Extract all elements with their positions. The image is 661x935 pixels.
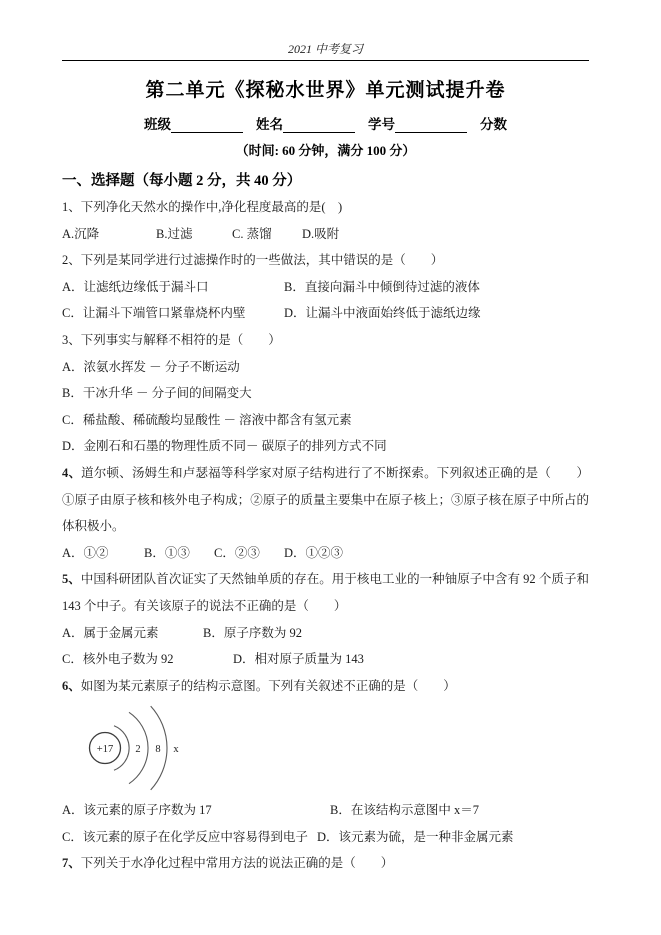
question-6 (62, 673, 589, 851)
question-number: 7、 (62, 856, 81, 871)
question-stem-text: 下列关于水净化过程中常用方法的说法正确的是（ ） (80, 856, 394, 871)
question-1 (62, 194, 589, 247)
options-row (62, 620, 589, 647)
options-row (62, 540, 589, 567)
options-row (62, 221, 589, 248)
question-4 (62, 460, 589, 566)
exam-title: 第二单元《探秘水世界》单元测试提升卷 (145, 80, 506, 101)
option-b: B．在该结构示意图中 x＝7 (330, 803, 479, 818)
option-b: B．干冰升华 － 分子间的间隔变大 (62, 386, 252, 401)
options-row (62, 300, 589, 327)
name-label: 姓名 (256, 117, 283, 132)
question-number: 4、 (62, 465, 82, 480)
shell-electron-count-2: 8 (155, 744, 161, 756)
option-d: D．相对原子质量为 143 (233, 652, 364, 667)
options-row (62, 797, 589, 824)
student-id-blank-line (395, 117, 467, 133)
option-a: A．浓氨水挥发 － 分子不断运动 (62, 359, 240, 374)
question-stem (62, 460, 589, 540)
nucleus-charge-label: +17 (96, 744, 114, 756)
option-a: A.沉降 (62, 226, 100, 241)
options-row (62, 433, 589, 460)
question-number: 1、 (62, 200, 81, 214)
options-row (62, 824, 589, 851)
option-d: D．金刚石和石墨的物理性质不同－ 碳原子的排列方式不同 (62, 439, 387, 454)
options-row (62, 354, 589, 381)
question-number: 3、 (62, 332, 81, 347)
option-c: C．该元素的原子在化学反应中容易得到电子 (62, 829, 308, 844)
class-field (144, 113, 243, 133)
option-c: C．②③ (214, 545, 260, 560)
shell-electron-count-3: x (173, 744, 179, 756)
time-note: （时间: 60 分钟，满分 100 分） (235, 143, 416, 158)
option-b: B.过滤 (156, 226, 193, 241)
atomic-structure-diagram (74, 702, 589, 794)
question-stem-text: 下列是某同学进行过滤操作时的一些做法，其中错误的是（ ） (80, 253, 444, 268)
options-row (62, 274, 589, 301)
section-heading: 一、选择题（每小题 2 分，共 40 分） (62, 173, 302, 189)
question-stem (62, 194, 589, 221)
student-id-label: 学号 (368, 117, 395, 132)
question-stem (62, 566, 589, 619)
name-field (256, 113, 355, 133)
shell-electron-count-1: 2 (135, 744, 141, 756)
electron-shell-arc-1 (114, 726, 129, 771)
question-2 (62, 247, 589, 327)
option-b: B．原子序数为 92 (203, 625, 302, 640)
option-b: B．直接向漏斗中倾倒待过滤的液体 (284, 279, 480, 294)
option-d: D．该元素为硫，是一种非金属元素 (317, 829, 514, 844)
score-label: 分数 (480, 117, 507, 132)
atomic-structure-svg (74, 702, 192, 794)
option-d: D．让漏斗中液面始终低于滤纸边缘 (284, 306, 481, 321)
question-5 (62, 566, 589, 672)
option-c: C．让漏斗下端管口紧靠烧杯内壁 (62, 306, 246, 321)
question-stem (62, 673, 589, 700)
question-number: 5、 (62, 572, 81, 587)
option-d: D．①②③ (284, 545, 344, 560)
options-row (62, 407, 589, 434)
question-7 (62, 850, 589, 877)
options-row (62, 380, 589, 407)
option-c: C．稀盐酸、稀硫酸均显酸性 － 溶液中都含有氢元素 (62, 412, 352, 427)
question-stem-text: 中国科研团队首次证实了天然铀单质的存在。用于核电工业的一种铀原子中含有 92 个质子和143 个中子。有关该原子的说法不正确的是（ ） (62, 572, 589, 613)
header-rule (62, 60, 589, 61)
student-info-line (62, 113, 589, 133)
class-label: 班级 (144, 117, 171, 132)
question-stem-text: 下列净化天然水的操作中,净化程度最高的是( ) (80, 200, 343, 214)
question-number: 2、 (62, 253, 81, 268)
options-row (62, 646, 589, 673)
question-stem-text: 如图为某元素原子的结构示意图。下列有关叙述不正确的是（ ） (80, 678, 456, 693)
option-c: C．核外电子数为 92 (62, 652, 174, 667)
doc-header-label: 2021 中考复习 (287, 42, 363, 56)
option-a: A．该元素的原子序数为 17 (62, 803, 212, 818)
option-a: A．①② (62, 545, 109, 560)
name-blank-line (283, 117, 355, 133)
option-a: A．让滤纸边缘低于漏斗口 (62, 279, 209, 294)
question-3 (62, 327, 589, 460)
option-b: B．①③ (144, 545, 190, 560)
question-stem-text: 道尔顿、汤姆生和卢瑟福等科学家对原子结构进行了不断探索。下列叙述正确的是（ ）①原子由原子核和核外电子构成；②原子的质量主要集中在原子核上；③原子核在原子中所占的体积极小。 (62, 465, 589, 534)
question-number: 6、 (62, 678, 81, 693)
question-stem (62, 327, 589, 354)
question-stem-text: 下列事实与解释不相符的是（ ） (80, 332, 281, 347)
option-d: D.吸附 (302, 226, 340, 241)
option-a: A．属于金属元素 (62, 625, 159, 640)
question-stem (62, 850, 589, 877)
student-id-field (368, 113, 467, 133)
option-c: C. 蒸馏 (232, 226, 272, 241)
question-stem (62, 247, 589, 274)
class-blank-line (171, 117, 243, 133)
